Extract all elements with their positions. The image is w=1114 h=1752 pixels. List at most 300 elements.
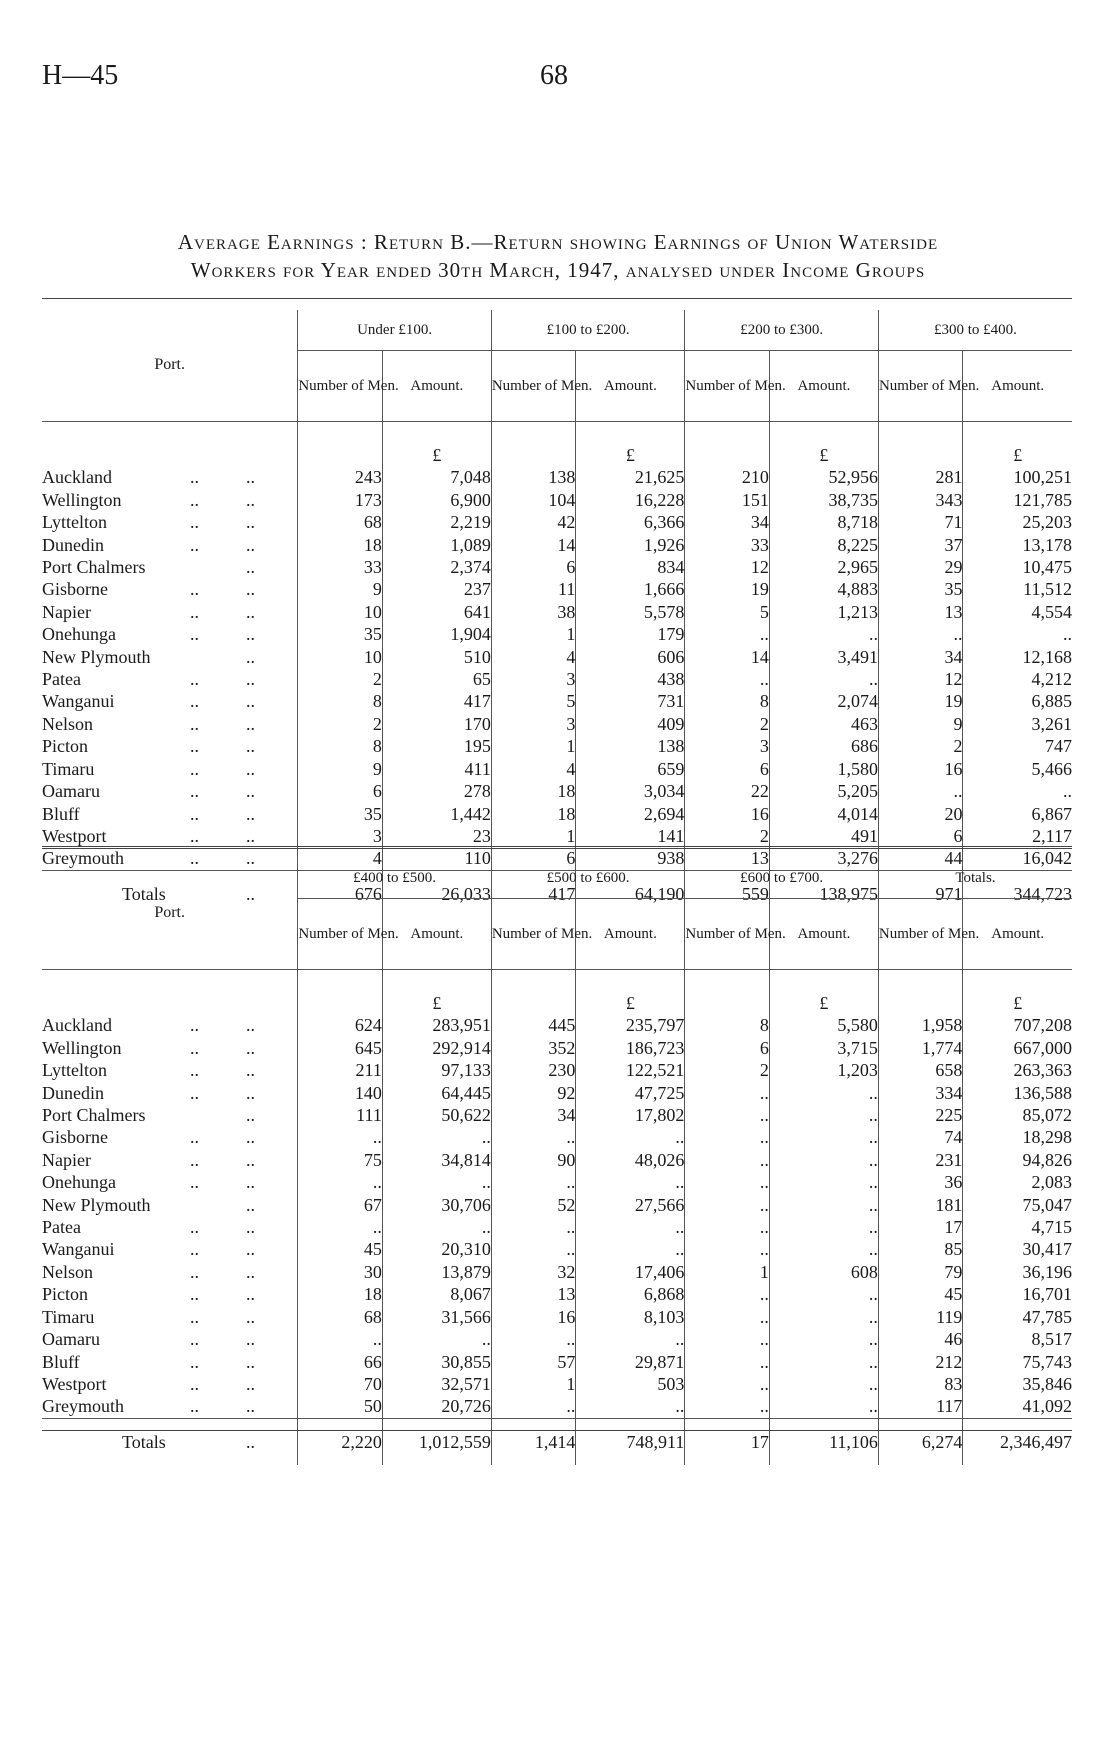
port-name: Napier: [42, 1149, 91, 1170]
amount-cell: 6,885: [963, 690, 1072, 712]
port-name: Dunedin: [42, 534, 104, 555]
port-name: Gisborne: [42, 579, 108, 600]
total-men-cell: 17: [685, 1418, 770, 1465]
amount-cell: 686: [769, 735, 878, 757]
amount-cell: 29,871: [576, 1351, 685, 1373]
number-of-men-cell: ..: [491, 1216, 576, 1238]
amount-cell: ..: [769, 1351, 878, 1373]
port-cell: [42, 1171, 298, 1193]
port-cell: [42, 1104, 298, 1126]
amount-cell: ..: [769, 1126, 878, 1148]
number-of-men-cell: 19: [685, 578, 770, 600]
amount-cell: 13,178: [963, 534, 1072, 556]
amount-cell: 235,797: [576, 1014, 685, 1036]
number-of-men-cell: 30: [298, 1261, 383, 1283]
leader-dots: ..: [246, 781, 255, 802]
amount-header: Amount.: [382, 351, 491, 422]
amount-cell: 4,883: [769, 578, 878, 600]
amount-cell: 138: [576, 735, 685, 757]
amount-cell: 1,666: [576, 578, 685, 600]
number-of-men-cell: ..: [298, 1216, 383, 1238]
port-header: Port.: [154, 356, 185, 374]
table-row: [42, 1059, 1072, 1081]
amount-cell: 606: [576, 646, 685, 668]
amount-cell: 17,406: [576, 1261, 685, 1283]
amount-cell: 641: [382, 601, 491, 623]
number-of-men-cell: 3: [491, 668, 576, 690]
amount-cell: 283,951: [382, 1014, 491, 1036]
amount-cell: 409: [576, 713, 685, 735]
amount-header: Amount.: [576, 351, 685, 422]
amount-cell: 834: [576, 556, 685, 578]
number-of-men-cell: 74: [878, 1126, 963, 1148]
leader-dots: ..: [190, 758, 199, 779]
port-cell: [42, 1082, 298, 1104]
number-of-men-cell: ..: [685, 1171, 770, 1193]
number-of-men-cell: 14: [491, 534, 576, 556]
pound-sign: £: [576, 444, 685, 466]
table-row: [42, 1194, 1072, 1216]
port-name: New Plymouth: [42, 646, 151, 667]
amount-header: Amount.: [963, 899, 1072, 970]
amount-cell: 16,042: [963, 847, 1072, 870]
port-cell: [42, 713, 298, 735]
number-of-men-cell: 14: [685, 646, 770, 668]
number-of-men-cell: 11: [491, 578, 576, 600]
port-cell: [42, 1328, 298, 1350]
table-row: [42, 1351, 1072, 1373]
total-amount-cell: 11,106: [769, 1418, 878, 1465]
number-of-men-cell: 173: [298, 489, 383, 511]
earnings-table-2: [42, 858, 1072, 1465]
number-of-men-cell: 181: [878, 1194, 963, 1216]
port-name: Wellington: [42, 1037, 122, 1058]
amount-cell: 510: [382, 646, 491, 668]
number-of-men-cell: 57: [491, 1351, 576, 1373]
number-of-men-cell: ..: [685, 1395, 770, 1418]
leader-dots: ..: [246, 646, 255, 667]
total-amount-cell: 64,190: [576, 870, 685, 917]
number-of-men-cell: 20: [878, 803, 963, 825]
number-of-men-header: Number of Men.: [878, 899, 963, 970]
amount-cell: ..: [963, 780, 1072, 802]
amount-cell: 659: [576, 758, 685, 780]
total-amount-cell: 748,911: [576, 1418, 685, 1465]
number-of-men-cell: 12: [878, 668, 963, 690]
number-of-men-cell: 18: [491, 803, 576, 825]
amount-cell: 7,048: [382, 466, 491, 488]
amount-cell: 4,212: [963, 668, 1072, 690]
number-of-men-cell: 2: [685, 713, 770, 735]
number-of-men-cell: ..: [685, 1149, 770, 1171]
group-header: £400 to £500.: [298, 858, 492, 899]
number-of-men-cell: ..: [878, 623, 963, 645]
port-name: Auckland: [42, 1015, 112, 1036]
amount-cell: 170: [382, 713, 491, 735]
amount-cell: ..: [382, 1171, 491, 1193]
port-cell: [42, 556, 298, 578]
leader-dots: ..: [190, 803, 199, 824]
amount-cell: ..: [769, 1395, 878, 1418]
port-name: Westport: [42, 1373, 107, 1394]
table-row: [42, 668, 1072, 690]
port-name: Picton: [42, 736, 89, 757]
amount-cell: 438: [576, 668, 685, 690]
leader-dots: ..: [246, 467, 255, 488]
port-name: Greymouth: [42, 1396, 124, 1417]
number-of-men-cell: 151: [685, 489, 770, 511]
number-of-men-cell: 5: [685, 601, 770, 623]
number-of-men-cell: 44: [878, 847, 963, 870]
leader-dots: ..: [246, 1060, 255, 1081]
number-of-men-cell: 75: [298, 1149, 383, 1171]
amount-cell: 503: [576, 1373, 685, 1395]
port-cell: [42, 534, 298, 556]
table-row: [42, 1126, 1072, 1148]
amount-cell: 3,491: [769, 646, 878, 668]
number-of-men-cell: 111: [298, 1104, 383, 1126]
amount-cell: 2,083: [963, 1171, 1072, 1193]
number-of-men-cell: 225: [878, 1104, 963, 1126]
number-of-men-cell: 3: [685, 735, 770, 757]
number-of-men-cell: 6: [685, 758, 770, 780]
number-of-men-cell: 50: [298, 1395, 383, 1418]
total-amount-cell: 344,723: [963, 870, 1072, 917]
number-of-men-cell: 2: [878, 735, 963, 757]
number-of-men-cell: ..: [491, 1126, 576, 1148]
port-cell: [42, 466, 298, 488]
port-name: Onehunga: [42, 624, 116, 645]
port-cell: [42, 1373, 298, 1395]
page-number: 68: [540, 60, 568, 91]
number-of-men-cell: 212: [878, 1351, 963, 1373]
table-row: [42, 1306, 1072, 1328]
port-name: Patea: [42, 1217, 81, 1238]
amount-cell: 1,904: [382, 623, 491, 645]
amount-cell: 3,034: [576, 780, 685, 802]
leader-dots: ..: [190, 1127, 199, 1148]
number-of-men-cell: 68: [298, 511, 383, 533]
leader-dots: ..: [246, 1172, 255, 1193]
number-of-men-cell: 1: [491, 735, 576, 757]
table-row: [42, 601, 1072, 623]
port-name: Onehunga: [42, 1172, 116, 1193]
amount-cell: ..: [963, 623, 1072, 645]
amount-cell: 8,067: [382, 1283, 491, 1305]
leader-dots: ..: [190, 1351, 199, 1372]
leader-dots: ..: [246, 601, 255, 622]
number-of-men-cell: 42: [491, 511, 576, 533]
table-row: [42, 578, 1072, 600]
number-of-men-cell: 8: [298, 735, 383, 757]
amount-cell: 2,374: [382, 556, 491, 578]
port-name: Greymouth: [42, 848, 124, 869]
port-name: Napier: [42, 601, 91, 622]
amount-header: Amount.: [769, 899, 878, 970]
number-of-men-cell: 37: [878, 534, 963, 556]
amount-cell: 237: [382, 578, 491, 600]
number-of-men-cell: 46: [878, 1328, 963, 1350]
amount-cell: 5,578: [576, 601, 685, 623]
leader-dots: ..: [246, 1239, 255, 1260]
amount-cell: 30,706: [382, 1194, 491, 1216]
amount-cell: 4,715: [963, 1216, 1072, 1238]
leader-dots: ..: [190, 1284, 199, 1305]
number-of-men-cell: 33: [298, 556, 383, 578]
amount-cell: 17,802: [576, 1104, 685, 1126]
amount-cell: 20,726: [382, 1395, 491, 1418]
table-row: [42, 1149, 1072, 1171]
number-of-men-cell: 32: [491, 1261, 576, 1283]
number-of-men-cell: 45: [878, 1283, 963, 1305]
amount-cell: ..: [769, 668, 878, 690]
number-of-men-cell: 138: [491, 466, 576, 488]
number-of-men-cell: 92: [491, 1082, 576, 1104]
number-of-men-cell: ..: [685, 1104, 770, 1126]
number-of-men-cell: 2: [298, 713, 383, 735]
port-name: Westport: [42, 825, 107, 846]
amount-cell: 608: [769, 1261, 878, 1283]
leader-dots: ..: [246, 1284, 255, 1305]
amount-cell: ..: [769, 1082, 878, 1104]
amount-cell: 667,000: [963, 1037, 1072, 1059]
number-of-men-cell: 10: [298, 601, 383, 623]
amount-cell: ..: [382, 1126, 491, 1148]
table-row: [42, 556, 1072, 578]
amount-cell: ..: [769, 1283, 878, 1305]
table-row: [42, 466, 1072, 488]
amount-cell: 3,261: [963, 713, 1072, 735]
port-cell: [42, 1216, 298, 1238]
leader-dots: ..: [246, 1194, 255, 1215]
number-of-men-cell: 12: [685, 556, 770, 578]
amount-cell: 2,694: [576, 803, 685, 825]
number-of-men-cell: ..: [685, 1238, 770, 1260]
port-cell: [42, 758, 298, 780]
amount-cell: 97,133: [382, 1059, 491, 1081]
number-of-men-cell: 16: [685, 803, 770, 825]
group-header: £600 to £700.: [685, 858, 879, 899]
pound-sign: £: [382, 992, 491, 1014]
amount-cell: 8,718: [769, 511, 878, 533]
number-of-men-cell: 6: [878, 825, 963, 847]
pound-sign: £: [769, 992, 878, 1014]
leader-dots: ..: [246, 1217, 255, 1238]
number-of-men-header: Number of Men.: [685, 351, 770, 422]
amount-cell: 100,251: [963, 466, 1072, 488]
amount-cell: 136,588: [963, 1082, 1072, 1104]
table-row: [42, 735, 1072, 757]
earnings-table-1: [42, 310, 1072, 917]
amount-cell: ..: [576, 1171, 685, 1193]
amount-cell: 707,208: [963, 1014, 1072, 1036]
leader-dots: ..: [246, 1373, 255, 1394]
leader-dots: ..: [190, 1217, 199, 1238]
leader-dots: ..: [190, 1239, 199, 1260]
number-of-men-header: Number of Men.: [298, 899, 383, 970]
group-header: Under £100.: [298, 310, 492, 351]
amount-header: Amount.: [963, 351, 1072, 422]
number-of-men-cell: 70: [298, 1373, 383, 1395]
number-of-men-cell: 9: [298, 758, 383, 780]
number-of-men-cell: 2: [685, 825, 770, 847]
table-row: [42, 1373, 1072, 1395]
table-title-line2: Workers for Year ended 30th March, 1947, analysed under Income Groups: [190, 258, 926, 282]
number-of-men-cell: ..: [298, 1328, 383, 1350]
pound-sign: £: [382, 444, 491, 466]
table-row: [42, 1328, 1072, 1350]
number-of-men-cell: 13: [685, 847, 770, 870]
number-of-men-cell: 52: [491, 1194, 576, 1216]
amount-cell: 12,168: [963, 646, 1072, 668]
total-men-cell: 6,274: [878, 1418, 963, 1465]
leader-dots: ..: [246, 579, 255, 600]
leader-dots: ..: [190, 713, 199, 734]
amount-cell: 47,785: [963, 1306, 1072, 1328]
amount-cell: 4,554: [963, 601, 1072, 623]
table-row: [42, 803, 1072, 825]
amount-cell: 8,517: [963, 1328, 1072, 1350]
port-cell: [42, 1014, 298, 1036]
table-row: [42, 1283, 1072, 1305]
port-name: Picton: [42, 1284, 89, 1305]
port-cell: [42, 1059, 298, 1081]
amount-cell: ..: [576, 1126, 685, 1148]
amount-header: Amount.: [382, 899, 491, 970]
number-of-men-cell: 1,774: [878, 1037, 963, 1059]
leader-dots: ..: [246, 803, 255, 824]
leader-dots: ..: [246, 1105, 255, 1126]
number-of-men-cell: 343: [878, 489, 963, 511]
number-of-men-cell: 34: [491, 1104, 576, 1126]
port-cell: [42, 803, 298, 825]
port-name: Bluff: [42, 1351, 80, 1372]
amount-cell: 2,074: [769, 690, 878, 712]
number-of-men-cell: 1: [491, 825, 576, 847]
table-row: [42, 1082, 1072, 1104]
number-of-men-cell: 1,958: [878, 1014, 963, 1036]
number-of-men-cell: 34: [878, 646, 963, 668]
number-of-men-cell: 45: [298, 1238, 383, 1260]
amount-cell: 5,466: [963, 758, 1072, 780]
section-divider: [42, 846, 1072, 849]
total-amount-cell: 2,346,497: [963, 1418, 1072, 1465]
amount-cell: ..: [382, 1328, 491, 1350]
amount-cell: 11,512: [963, 578, 1072, 600]
number-of-men-cell: 16: [491, 1306, 576, 1328]
table-row: [42, 1395, 1072, 1418]
amount-cell: 20,310: [382, 1238, 491, 1260]
number-of-men-header: Number of Men.: [298, 351, 383, 422]
total-amount-cell: 26,033: [382, 870, 491, 917]
leader-dots: ..: [190, 1261, 199, 1282]
amount-cell: ..: [382, 1216, 491, 1238]
amount-cell: 3,715: [769, 1037, 878, 1059]
number-of-men-cell: 71: [878, 511, 963, 533]
amount-cell: ..: [576, 1238, 685, 1260]
number-of-men-cell: ..: [685, 1216, 770, 1238]
amount-cell: 747: [963, 735, 1072, 757]
amount-cell: 36,196: [963, 1261, 1072, 1283]
amount-cell: 1,580: [769, 758, 878, 780]
table-row: [42, 1014, 1072, 1036]
port-cell: [42, 578, 298, 600]
leader-dots: ..: [190, 467, 199, 488]
table-title-line1: Average Earnings : Return B.—Return showing Earnings of Union Waterside: [177, 230, 939, 254]
amount-cell: 8,103: [576, 1306, 685, 1328]
amount-cell: 417: [382, 690, 491, 712]
number-of-men-cell: 4: [491, 646, 576, 668]
number-of-men-cell: ..: [491, 1238, 576, 1260]
amount-cell: 47,725: [576, 1082, 685, 1104]
number-of-men-cell: ..: [685, 1194, 770, 1216]
number-of-men-cell: 6: [491, 847, 576, 870]
port-name: Lyttelton: [42, 512, 107, 533]
port-cell: [42, 1261, 298, 1283]
number-of-men-cell: 445: [491, 1014, 576, 1036]
totals-label-cell: [42, 1418, 298, 1465]
number-of-men-cell: 281: [878, 466, 963, 488]
leader-dots: ..: [190, 512, 199, 533]
port-name: Wanganui: [42, 691, 115, 712]
number-of-men-cell: ..: [491, 1171, 576, 1193]
port-cell: [42, 511, 298, 533]
leader-dots: ..: [246, 736, 255, 757]
amount-cell: 186,723: [576, 1037, 685, 1059]
table-row: [42, 690, 1072, 712]
leader-dots: ..: [190, 1015, 199, 1036]
number-of-men-cell: 9: [298, 578, 383, 600]
port-name: Patea: [42, 669, 81, 690]
amount-cell: 34,814: [382, 1149, 491, 1171]
amount-cell: 1,089: [382, 534, 491, 556]
table-row: [42, 1171, 1072, 1193]
amount-cell: 5,205: [769, 780, 878, 802]
port-cell: [42, 1037, 298, 1059]
amount-cell: 5,580: [769, 1014, 878, 1036]
table-row: [42, 1238, 1072, 1260]
leader-dots: ..: [246, 713, 255, 734]
number-of-men-header: Number of Men.: [685, 899, 770, 970]
totals-label: Totals: [122, 883, 166, 904]
leader-dots: ..: [246, 489, 255, 510]
number-of-men-cell: ..: [878, 780, 963, 802]
port-cell: [42, 1149, 298, 1171]
amount-cell: 411: [382, 758, 491, 780]
number-of-men-cell: 22: [685, 780, 770, 802]
number-of-men-cell: 231: [878, 1149, 963, 1171]
amount-cell: 938: [576, 847, 685, 870]
amount-cell: 122,521: [576, 1059, 685, 1081]
amount-cell: ..: [769, 1373, 878, 1395]
amount-cell: 1,926: [576, 534, 685, 556]
leader-dots: ..: [190, 601, 199, 622]
leader-dots: ..: [190, 691, 199, 712]
amount-cell: ..: [769, 1306, 878, 1328]
table-row: [42, 758, 1072, 780]
number-of-men-header: Number of Men.: [491, 351, 576, 422]
number-of-men-cell: 68: [298, 1306, 383, 1328]
leader-dots: ..: [246, 758, 255, 779]
port-cell: [42, 1194, 298, 1216]
port-cell: [42, 646, 298, 668]
port-cell: [42, 668, 298, 690]
amount-cell: 292,914: [382, 1037, 491, 1059]
amount-cell: 18,298: [963, 1126, 1072, 1148]
total-men-cell: 676: [298, 870, 383, 917]
port-cell: [42, 623, 298, 645]
number-of-men-cell: ..: [685, 623, 770, 645]
